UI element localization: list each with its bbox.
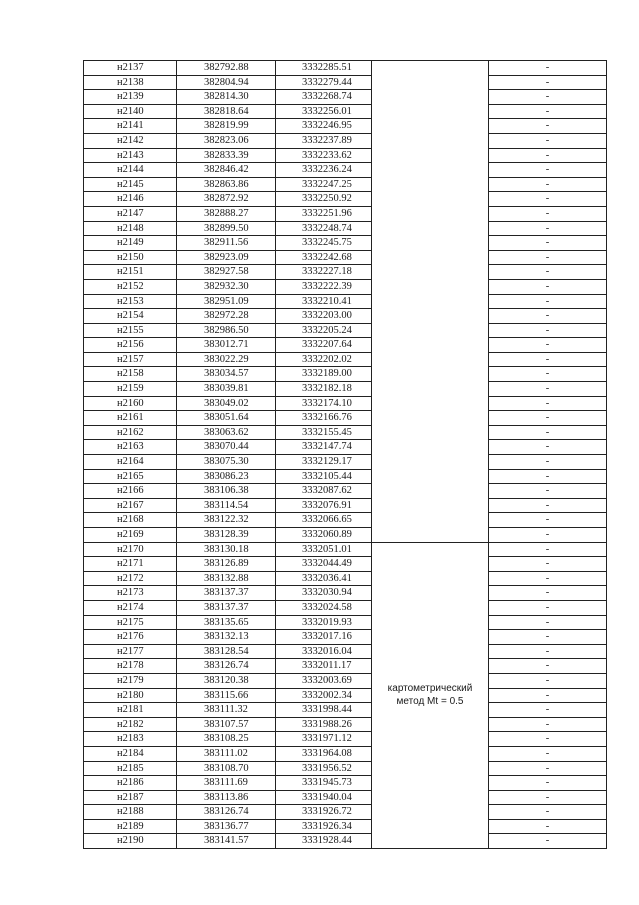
x-coordinate-cell: 383051.64 [177, 411, 276, 426]
table-row [84, 265, 607, 280]
point-id-cell: н2176 [84, 630, 177, 645]
x-coordinate-cell: 382899.50 [177, 221, 276, 236]
x-coordinate-cell: 383137.37 [177, 586, 276, 601]
y-coordinate-cell: 3332066.65 [276, 513, 372, 528]
y-coordinate-cell: 3331988.26 [276, 717, 372, 732]
y-coordinate-cell: 3332002.34 [276, 688, 372, 703]
point-id-cell: н2177 [84, 644, 177, 659]
table-row [84, 177, 607, 192]
y-coordinate-cell: 3332246.95 [276, 119, 372, 134]
x-coordinate-cell: 383115.66 [177, 688, 276, 703]
y-coordinate-cell: 3331998.44 [276, 703, 372, 718]
coordinates-table [83, 60, 607, 849]
method-label-line2: метод Mt = 0.5 [396, 696, 464, 708]
y-coordinate-cell: 3332237.89 [276, 133, 372, 148]
point-id-cell: н2160 [84, 396, 177, 411]
accuracy-cell: - [489, 61, 607, 76]
table-row [84, 469, 607, 484]
accuracy-cell: - [489, 528, 607, 543]
table-row [84, 571, 607, 586]
x-coordinate-cell: 383022.29 [177, 352, 276, 367]
accuracy-cell: - [489, 717, 607, 732]
x-coordinate-cell: 383106.38 [177, 484, 276, 499]
point-id-cell: н2170 [84, 542, 177, 557]
y-coordinate-cell: 3331926.72 [276, 805, 372, 820]
table-row [84, 484, 607, 499]
point-id-cell: н2153 [84, 294, 177, 309]
accuracy-cell: - [489, 148, 607, 163]
x-coordinate-cell: 383132.88 [177, 571, 276, 586]
table-row [84, 425, 607, 440]
accuracy-cell: - [489, 571, 607, 586]
accuracy-cell: - [489, 761, 607, 776]
x-coordinate-cell: 383108.70 [177, 761, 276, 776]
x-coordinate-cell: 383012.71 [177, 338, 276, 353]
x-coordinate-cell: 383141.57 [177, 834, 276, 849]
table-row [84, 75, 607, 90]
x-coordinate-cell: 383113.86 [177, 790, 276, 805]
table-row [84, 221, 607, 236]
y-coordinate-cell: 3332285.51 [276, 61, 372, 76]
y-coordinate-cell: 3332174.10 [276, 396, 372, 411]
y-coordinate-cell: 3332147.74 [276, 440, 372, 455]
accuracy-cell: - [489, 367, 607, 382]
table-row [84, 294, 607, 309]
accuracy-cell: - [489, 279, 607, 294]
point-id-cell: н2155 [84, 323, 177, 338]
table-row [84, 367, 607, 382]
y-coordinate-cell: 3332017.16 [276, 630, 372, 645]
accuracy-cell: - [489, 396, 607, 411]
table-row [84, 382, 607, 397]
y-coordinate-cell: 3332189.00 [276, 367, 372, 382]
y-coordinate-cell: 3332250.92 [276, 192, 372, 207]
point-id-cell: н2180 [84, 688, 177, 703]
y-coordinate-cell: 3331971.12 [276, 732, 372, 747]
y-coordinate-cell: 3332210.41 [276, 294, 372, 309]
table-row [84, 673, 607, 688]
accuracy-cell: - [489, 469, 607, 484]
x-coordinate-cell: 383120.38 [177, 673, 276, 688]
y-coordinate-cell: 3332233.62 [276, 148, 372, 163]
point-id-cell: н2163 [84, 440, 177, 455]
accuracy-cell: - [489, 703, 607, 718]
y-coordinate-cell: 3332251.96 [276, 206, 372, 221]
table-row [84, 776, 607, 791]
point-id-cell: н2158 [84, 367, 177, 382]
x-coordinate-cell: 382819.99 [177, 119, 276, 134]
y-coordinate-cell: 3332247.25 [276, 177, 372, 192]
table-row [84, 104, 607, 119]
point-id-cell: н2175 [84, 615, 177, 630]
point-id-cell: н2169 [84, 528, 177, 543]
y-coordinate-cell: 3331928.44 [276, 834, 372, 849]
y-coordinate-cell: 3332248.74 [276, 221, 372, 236]
accuracy-cell: - [489, 673, 607, 688]
point-id-cell: н2188 [84, 805, 177, 820]
x-coordinate-cell: 382804.94 [177, 75, 276, 90]
accuracy-cell: - [489, 294, 607, 309]
x-coordinate-cell: 382846.42 [177, 163, 276, 178]
y-coordinate-cell: 3332202.02 [276, 352, 372, 367]
table-row [84, 732, 607, 747]
y-coordinate-cell: 3332222.39 [276, 279, 372, 294]
point-id-cell: н2189 [84, 819, 177, 834]
point-id-cell: н2161 [84, 411, 177, 426]
x-coordinate-cell: 383075.30 [177, 455, 276, 470]
y-coordinate-cell: 3332019.93 [276, 615, 372, 630]
x-coordinate-cell: 383126.89 [177, 557, 276, 572]
point-id-cell: н2137 [84, 61, 177, 76]
y-coordinate-cell: 3332003.69 [276, 673, 372, 688]
point-id-cell: н2183 [84, 732, 177, 747]
point-id-cell: н2190 [84, 834, 177, 849]
accuracy-cell: - [489, 192, 607, 207]
x-coordinate-cell: 383128.54 [177, 644, 276, 659]
table-row [84, 761, 607, 776]
point-id-cell: н2173 [84, 586, 177, 601]
x-coordinate-cell: 383111.32 [177, 703, 276, 718]
y-coordinate-cell: 3331926.34 [276, 819, 372, 834]
accuracy-cell: - [489, 498, 607, 513]
y-coordinate-cell: 3332227.18 [276, 265, 372, 280]
accuracy-cell: - [489, 265, 607, 280]
y-coordinate-cell: 3332087.62 [276, 484, 372, 499]
point-id-cell: н2181 [84, 703, 177, 718]
x-coordinate-cell: 382972.28 [177, 309, 276, 324]
accuracy-cell: - [489, 411, 607, 426]
accuracy-cell: - [489, 688, 607, 703]
point-id-cell: н2148 [84, 221, 177, 236]
accuracy-cell: - [489, 542, 607, 557]
y-coordinate-cell: 3331964.08 [276, 746, 372, 761]
x-coordinate-cell: 383122.32 [177, 513, 276, 528]
table-row [84, 615, 607, 630]
accuracy-cell: - [489, 90, 607, 105]
accuracy-cell: - [489, 455, 607, 470]
point-id-cell: н2167 [84, 498, 177, 513]
point-id-cell: н2142 [84, 133, 177, 148]
y-coordinate-cell: 3332242.68 [276, 250, 372, 265]
accuracy-cell: - [489, 206, 607, 221]
method-cell [372, 542, 489, 848]
point-id-cell: н2157 [84, 352, 177, 367]
accuracy-cell: - [489, 382, 607, 397]
point-id-cell: н2145 [84, 177, 177, 192]
accuracy-cell: - [489, 819, 607, 834]
point-id-cell: н2171 [84, 557, 177, 572]
accuracy-cell: - [489, 352, 607, 367]
x-coordinate-cell: 382872.92 [177, 192, 276, 207]
table-row [84, 440, 607, 455]
point-id-cell: н2139 [84, 90, 177, 105]
point-id-cell: н2165 [84, 469, 177, 484]
y-coordinate-cell: 3332279.44 [276, 75, 372, 90]
point-id-cell: н2147 [84, 206, 177, 221]
table-row [84, 206, 607, 221]
accuracy-cell: - [489, 309, 607, 324]
table-row [84, 528, 607, 543]
point-id-cell: н2152 [84, 279, 177, 294]
x-coordinate-cell: 383114.54 [177, 498, 276, 513]
table-row [84, 805, 607, 820]
table-row [84, 557, 607, 572]
point-id-cell: н2140 [84, 104, 177, 119]
x-coordinate-cell: 383130.18 [177, 542, 276, 557]
table-row [84, 498, 607, 513]
y-coordinate-cell: 3332205.24 [276, 323, 372, 338]
y-coordinate-cell: 3332182.18 [276, 382, 372, 397]
point-id-cell: н2150 [84, 250, 177, 265]
point-id-cell: н2154 [84, 309, 177, 324]
y-coordinate-cell: 3332030.94 [276, 586, 372, 601]
point-id-cell: н2185 [84, 761, 177, 776]
point-id-cell: н2178 [84, 659, 177, 674]
point-id-cell: н2144 [84, 163, 177, 178]
table-row [84, 455, 607, 470]
accuracy-cell: - [489, 250, 607, 265]
accuracy-cell: - [489, 323, 607, 338]
accuracy-cell: - [489, 659, 607, 674]
y-coordinate-cell: 3332024.58 [276, 600, 372, 615]
x-coordinate-cell: 382833.39 [177, 148, 276, 163]
point-id-cell: н2168 [84, 513, 177, 528]
x-coordinate-cell: 383086.23 [177, 469, 276, 484]
point-id-cell: н2159 [84, 382, 177, 397]
y-coordinate-cell: 3332236.24 [276, 163, 372, 178]
accuracy-cell: - [489, 732, 607, 747]
accuracy-cell: - [489, 834, 607, 849]
method-label-line1: картометрический [387, 683, 473, 695]
point-id-cell: н2149 [84, 236, 177, 251]
table-row [84, 279, 607, 294]
y-coordinate-cell: 3332207.64 [276, 338, 372, 353]
table-row [84, 163, 607, 178]
accuracy-cell: - [489, 776, 607, 791]
x-coordinate-cell: 383135.65 [177, 615, 276, 630]
table-row [84, 688, 607, 703]
accuracy-cell: - [489, 221, 607, 236]
table-row [84, 133, 607, 148]
x-coordinate-cell: 382818.64 [177, 104, 276, 119]
table-row [84, 119, 607, 134]
point-id-cell: н2156 [84, 338, 177, 353]
y-coordinate-cell: 3331940.04 [276, 790, 372, 805]
table-row [84, 600, 607, 615]
point-id-cell: н2172 [84, 571, 177, 586]
y-coordinate-cell: 3332268.74 [276, 90, 372, 105]
point-id-cell: н2174 [84, 600, 177, 615]
point-id-cell: н2166 [84, 484, 177, 499]
accuracy-cell: - [489, 425, 607, 440]
table-row [84, 309, 607, 324]
accuracy-cell: - [489, 644, 607, 659]
x-coordinate-cell: 383034.57 [177, 367, 276, 382]
y-coordinate-cell: 3331945.73 [276, 776, 372, 791]
point-id-cell: н2179 [84, 673, 177, 688]
accuracy-cell: - [489, 513, 607, 528]
x-coordinate-cell: 383136.77 [177, 819, 276, 834]
point-id-cell: н2138 [84, 75, 177, 90]
table-row [84, 396, 607, 411]
table-row [84, 586, 607, 601]
point-id-cell: н2141 [84, 119, 177, 134]
point-id-cell: н2182 [84, 717, 177, 732]
x-coordinate-cell: 382911.56 [177, 236, 276, 251]
x-coordinate-cell: 382932.30 [177, 279, 276, 294]
x-coordinate-cell: 383137.37 [177, 600, 276, 615]
table-row [84, 746, 607, 761]
accuracy-cell: - [489, 805, 607, 820]
y-coordinate-cell: 3332166.76 [276, 411, 372, 426]
y-coordinate-cell: 3332105.44 [276, 469, 372, 484]
x-coordinate-cell: 382986.50 [177, 323, 276, 338]
table-row [84, 148, 607, 163]
accuracy-cell: - [489, 104, 607, 119]
x-coordinate-cell: 383070.44 [177, 440, 276, 455]
accuracy-cell: - [489, 630, 607, 645]
x-coordinate-cell: 382923.09 [177, 250, 276, 265]
table-row [84, 717, 607, 732]
table-row [84, 644, 607, 659]
accuracy-cell: - [489, 163, 607, 178]
table-row [84, 90, 607, 105]
table-row [84, 411, 607, 426]
x-coordinate-cell: 383128.39 [177, 528, 276, 543]
table-row [84, 659, 607, 674]
x-coordinate-cell: 383111.02 [177, 746, 276, 761]
point-id-cell: н2146 [84, 192, 177, 207]
x-coordinate-cell: 383039.81 [177, 382, 276, 397]
table-row [84, 630, 607, 645]
table-row [84, 513, 607, 528]
y-coordinate-cell: 3332203.00 [276, 309, 372, 324]
x-coordinate-cell: 383049.02 [177, 396, 276, 411]
accuracy-cell: - [489, 746, 607, 761]
accuracy-cell: - [489, 557, 607, 572]
accuracy-cell: - [489, 790, 607, 805]
accuracy-cell: - [489, 75, 607, 90]
table-row [84, 338, 607, 353]
y-coordinate-cell: 3332155.45 [276, 425, 372, 440]
accuracy-cell: - [489, 119, 607, 134]
x-coordinate-cell: 382792.88 [177, 61, 276, 76]
x-coordinate-cell: 383108.25 [177, 732, 276, 747]
y-coordinate-cell: 3332016.04 [276, 644, 372, 659]
table-row [84, 819, 607, 834]
x-coordinate-cell: 382863.86 [177, 177, 276, 192]
method-text [388, 682, 473, 708]
y-coordinate-cell: 3332256.01 [276, 104, 372, 119]
table-row [84, 61, 607, 76]
point-id-cell: н2164 [84, 455, 177, 470]
point-id-cell: н2162 [84, 425, 177, 440]
accuracy-cell: - [489, 133, 607, 148]
table-row [84, 250, 607, 265]
accuracy-cell: - [489, 484, 607, 499]
accuracy-cell: - [489, 236, 607, 251]
point-id-cell: н2187 [84, 790, 177, 805]
table-row [84, 834, 607, 849]
y-coordinate-cell: 3332051.01 [276, 542, 372, 557]
coordinates-table-body [84, 61, 607, 849]
accuracy-cell: - [489, 177, 607, 192]
y-coordinate-cell: 3332011.17 [276, 659, 372, 674]
accuracy-cell: - [489, 586, 607, 601]
point-id-cell: н2143 [84, 148, 177, 163]
x-coordinate-cell: 383111.69 [177, 776, 276, 791]
table-row [84, 323, 607, 338]
x-coordinate-cell: 382888.27 [177, 206, 276, 221]
x-coordinate-cell: 382927.58 [177, 265, 276, 280]
x-coordinate-cell: 382823.06 [177, 133, 276, 148]
table-row [84, 542, 607, 557]
x-coordinate-cell: 383126.74 [177, 659, 276, 674]
x-coordinate-cell: 382814.30 [177, 90, 276, 105]
table-row [84, 790, 607, 805]
y-coordinate-cell: 3332129.17 [276, 455, 372, 470]
x-coordinate-cell: 383132.13 [177, 630, 276, 645]
y-coordinate-cell: 3332076.91 [276, 498, 372, 513]
point-id-cell: н2186 [84, 776, 177, 791]
point-id-cell: н2151 [84, 265, 177, 280]
table-row [84, 192, 607, 207]
accuracy-cell: - [489, 440, 607, 455]
table-row [84, 236, 607, 251]
y-coordinate-cell: 3332060.89 [276, 528, 372, 543]
method-cell [372, 61, 489, 543]
accuracy-cell: - [489, 600, 607, 615]
table-row [84, 703, 607, 718]
table-row [84, 352, 607, 367]
accuracy-cell: - [489, 338, 607, 353]
x-coordinate-cell: 383126.74 [177, 805, 276, 820]
point-id-cell: н2184 [84, 746, 177, 761]
y-coordinate-cell: 3331956.52 [276, 761, 372, 776]
y-coordinate-cell: 3332044.49 [276, 557, 372, 572]
x-coordinate-cell: 382951.09 [177, 294, 276, 309]
y-coordinate-cell: 3332036.41 [276, 571, 372, 586]
x-coordinate-cell: 383107.57 [177, 717, 276, 732]
y-coordinate-cell: 3332245.75 [276, 236, 372, 251]
x-coordinate-cell: 383063.62 [177, 425, 276, 440]
accuracy-cell: - [489, 615, 607, 630]
